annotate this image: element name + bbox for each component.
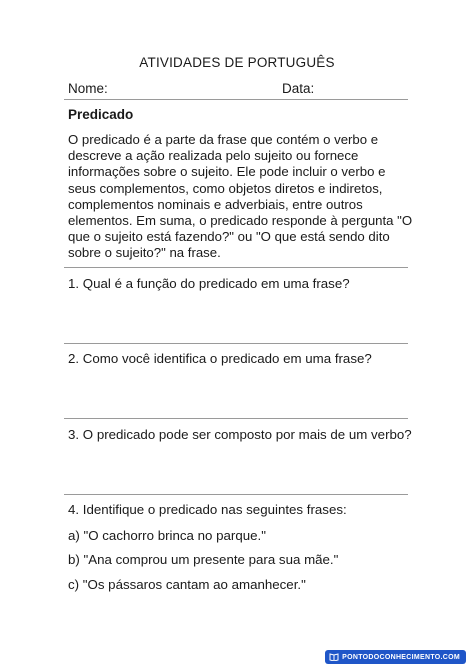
question-1: 1. Qual é a função do predicado em uma frase? — [68, 276, 350, 291]
date-label: Data: — [282, 81, 315, 96]
name-label: Nome: — [68, 81, 108, 96]
site-name: PONTODOCONHECIMENTO.COM — [342, 653, 460, 661]
answer-line-1 — [64, 343, 408, 344]
paragraph-divider — [64, 267, 408, 268]
site-badge[interactable] — [325, 650, 466, 664]
question-3: 3. O predicado pode ser composto por mais de um verbo? — [68, 427, 412, 442]
page-title: ATIVIDADES DE PORTUGUÊS — [139, 55, 335, 70]
question-2: 2. Como você identifica o predicado em uma frase? — [68, 351, 372, 366]
intro-paragraph: O predicado é a parte da frase que contém o verbo e descreve a ação realizada pelo sujeito ou fornece informações sobre o sujeito. Ele pode incluir o verbo e seus complementos, como objetos diretos e indiretos, complementos nominais e adverbiais, entre outros elementos. Em suma, o predicado responde à pergunta "O que o sujeito está fazendo?" ou "O que está sendo dito sobre o sujeito?" na frase. — [68, 132, 413, 261]
answer-line-2 — [64, 418, 408, 419]
sentence-c: c) "Os pássaros cantam ao amanhecer." — [68, 577, 306, 592]
book-icon — [329, 653, 339, 661]
section-title: Predicado — [68, 107, 134, 122]
sentence-a: a) "O cachorro brinca no parque." — [68, 528, 266, 543]
header-divider — [64, 99, 408, 100]
answer-line-3 — [64, 494, 408, 495]
question-4: 4. Identifique o predicado nas seguintes frases: — [68, 502, 347, 517]
sentence-b: b) "Ana comprou um presente para sua mãe." — [68, 552, 339, 567]
